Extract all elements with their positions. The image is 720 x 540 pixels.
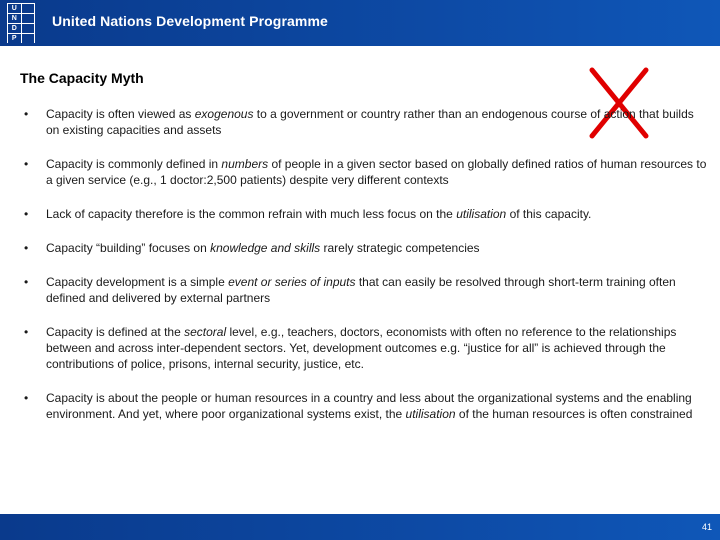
bullet-text: to a government or country rather than an endogenous course of action that builds on existing capacities and assets bbox=[46, 107, 694, 137]
page-number: 41 bbox=[701, 522, 712, 532]
bullet-text: that can easily be resolved through short-term training often defined and delivered by external partners bbox=[46, 275, 676, 305]
bullet-text: level, e.g., teachers, doctors, economists with often no reference to the relationships between and across inter-dependent sectors. Yet, development outcomes e.g. “justice for all” is achieved through the contributions of police, prisons, internal security, justice, etc. bbox=[46, 325, 677, 371]
logo-letter: U bbox=[8, 4, 21, 13]
bullet-dot: • bbox=[24, 275, 29, 289]
bullet-text: Lack of capacity therefore is the common refrain with much less focus on the bbox=[46, 207, 457, 221]
bullet-text: of this capacity. bbox=[506, 207, 592, 221]
header-bar bbox=[0, 0, 720, 46]
bullet-dot: • bbox=[24, 241, 29, 255]
bullet-list bbox=[18, 106, 708, 440]
logo-letter: N bbox=[8, 14, 21, 23]
emphasis-text: numbers bbox=[221, 157, 269, 171]
bullet-item bbox=[18, 390, 708, 422]
bullet-text: Capacity is defined at the bbox=[46, 325, 185, 339]
bullet-dot: • bbox=[24, 107, 29, 121]
bullet-text: Capacity development is a simple bbox=[46, 275, 229, 289]
bullet-text: Capacity is about the people or human resources in a country and less about the organizational systems and the enabling environment. And yet, where poor organizational systems exist, the bbox=[46, 391, 692, 421]
logo-letter bbox=[22, 34, 35, 43]
bullet-item bbox=[18, 240, 708, 256]
bullet-item bbox=[18, 206, 708, 222]
emphasis-text: exogenous bbox=[194, 107, 254, 121]
bullet-text: of the human resources is often constrained bbox=[455, 407, 693, 421]
bullet-dot: • bbox=[24, 325, 29, 339]
bullet-text: Capacity is commonly defined in bbox=[46, 157, 222, 171]
bullet-dot: • bbox=[24, 207, 29, 221]
bullet-item bbox=[18, 324, 708, 372]
logo-letter bbox=[22, 24, 35, 33]
emphasis-text: event or series of inputs bbox=[228, 275, 356, 289]
bullet-text: Capacity “building” focuses on bbox=[46, 241, 211, 255]
org-name: United Nations Development Programme bbox=[52, 13, 328, 29]
bullet-dot: • bbox=[24, 391, 29, 405]
bullet-item bbox=[18, 274, 708, 306]
bullet-item bbox=[18, 156, 708, 188]
bullet-text: of people in a given sector based on globally defined ratios of human resources to a given service (e.g., 1 doctor:2,500 patients) despite very different contexts bbox=[46, 157, 707, 187]
emphasis-text: utilisation bbox=[405, 407, 456, 421]
emphasis-text: sectoral bbox=[184, 325, 227, 339]
logo-letter: D bbox=[8, 24, 21, 33]
logo-letter bbox=[22, 14, 35, 23]
bullet-text: Capacity is often viewed as bbox=[46, 107, 195, 121]
emphasis-text: utilisation bbox=[456, 207, 507, 221]
slide-title: The Capacity Myth bbox=[20, 70, 144, 86]
undp-logo bbox=[7, 3, 35, 43]
logo-letter: P bbox=[8, 34, 21, 43]
footer-bar bbox=[0, 514, 720, 540]
bullet-text: rarely strategic competencies bbox=[320, 241, 480, 255]
logo-letter bbox=[22, 4, 35, 13]
bullet-item bbox=[18, 106, 708, 138]
emphasis-text: knowledge and skills bbox=[210, 241, 321, 255]
bullet-dot: • bbox=[24, 157, 29, 171]
